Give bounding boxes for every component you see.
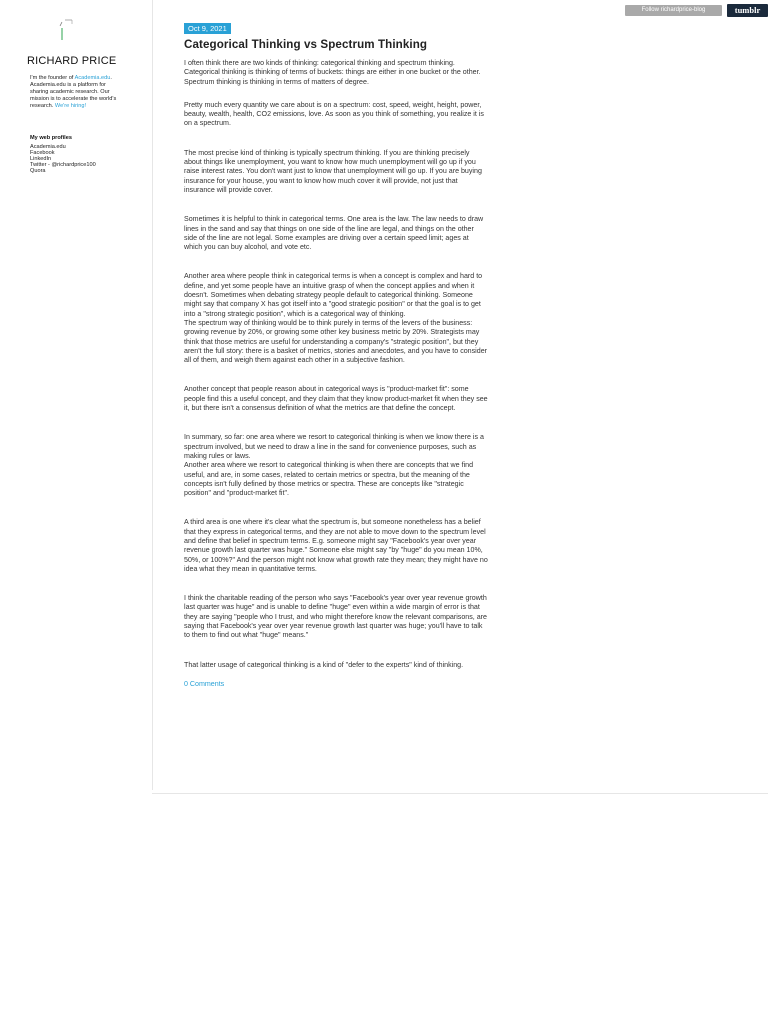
bio-middle: . Academia.edu is a platform for sharing academic research. Our mission is to accelerate the world's research.: [30, 75, 117, 109]
bio-prefix: I'm the founder of: [30, 75, 74, 81]
post-paragraph: The spectrum way of thinking would be to think purely in terms of the levers of the business: growing revenue by 20%, or growing some other key business metric by 20%. Strategists may think that those metrics are useful for understanding a company's "strategic position", but they aren't the full story: there is a basket of metrics, stories and anecdotes, and you have to consider all of them, and weigh them against each other in a subjective fashion.: [184, 318, 488, 365]
follow-button[interactable]: Follow richardprice-blog: [625, 5, 722, 16]
profile-link-facebook[interactable]: Facebook: [30, 150, 55, 157]
hiring-link[interactable]: We're hiring!: [54, 102, 87, 109]
post-paragraph: Another area where we resort to categorical thinking is when there are concepts that we find useful, and are, in some cases, related to certain metrics or spectra, but the meaning of the concepts isn't fully defined by those metrics or spectra. These are concepts like "strategic position" and "product-market fit".: [184, 461, 474, 498]
post-paragraph: In summary, so far: one area where we resort to categorical thinking is when we know there is a spectrum involved, but we need to draw a line in the sand for convenience purposes, such as making rules or laws.: [184, 433, 484, 460]
post-paragraph: I think the charitable reading of the person who says "Facebook's year over year revenue growth last quarter was huge" and is unable to define "huge" even within a wide margin of error is that they are saying "people who I trust, and who might therefore know the relevant comparisons, are saying that Facebook's year over year revenue growth last quarter was huge; you'll have to talk to them to find out what "huge" means.": [184, 594, 487, 640]
post-paragraph: A third area is one where it's clear what the spectrum is, but someone nonetheless has a belief that they express in categorical terms, and they are not able to move down to the spectrum level and define that belief in spectrum terms. E.g. someone might say "Facebook's year over year revenue growth last quarter was huge." Someone else might say "by "huge" do you mean 10%, 50%, or 100%?" And the person might not know what growth rate they mean; they might have no idea what they mean in quantitative terms.: [184, 518, 488, 573]
post-paragraph: Sometimes it is helpful to think in categorical terms. One area is the law. The law needs to draw lines in the sand and say that things on one side of the line are legal, and things on the other side of the line are not legal. Some examples are driving over a certain speed limit; ages at which you can buy alcohol, and vote etc.: [184, 215, 484, 252]
profile-link-twitter[interactable]: Twitter - @richardprice100: [30, 162, 96, 169]
profiles-list: [30, 144, 96, 174]
post-paragraph: I often think there are two kinds of thinking: categorical thinking and spectrum thinking. Categorical thinking is thinking of terms of buckets: things are either in one bucket or the other. Spectrum thinking is thinking in terms of matters of degree.: [184, 59, 481, 86]
tumblr-logo-button[interactable]: tumblr: [727, 4, 768, 17]
post-paragraph: Another area where people think in categorical terms is when a concept is complex and hard to define, and yet some people have an intuitive grasp of when the concept applies and when it doesn't. Sometimes when debating strategy people default to categorical thinking. Someone might say that company X has got itself into a "good strategic position" or that the goal is to get into a "strong strategic position", which is a categorical way of thinking.: [184, 272, 483, 318]
comments-link[interactable]: 0 Comments: [184, 679, 225, 688]
academia-link[interactable]: Academia.edu: [74, 75, 111, 81]
post-paragraph: Another concept that people reason about in categorical ways is "product-market fit": some people find this a useful concept, and they claim that they know product-market fit when they see it, but there isn't a consensus definition of what the metrics are that define the concept.: [184, 385, 488, 413]
post-paragraph: Pretty much every quantity we care about is on a spectrum: cost, speed, weight, height, power, beauty, wealth, health, CO2 emissions, love. As soon as you think of something, you realize it is on a spectrum.: [184, 100, 484, 128]
site-title[interactable]: RICHARD PRICE: [27, 55, 117, 67]
sidebar: [0, 0, 153, 790]
post-date[interactable]: Oct 9, 2021: [184, 23, 231, 34]
blog-post: [184, 18, 488, 688]
avatar-icon[interactable]: [56, 18, 82, 42]
footer-divider: [152, 793, 768, 794]
post-title[interactable]: Categorical Thinking vs Spectrum Thinking: [184, 38, 428, 51]
profile-link-academia[interactable]: Academia.edu: [30, 144, 66, 150]
post-body: [184, 59, 488, 670]
bio-text: [30, 75, 125, 110]
post-paragraph: The most precise kind of thinking is typically spectrum thinking. If you are thinking precisely about things like unemployment, you want to know how much unemployment will go up if you raise interest rates. You don't want just to know that unemployment will go up. If you are buying insurance for your house, you want to know how much cover it will provide, not just that insurance will provide cover.: [184, 148, 482, 194]
profiles-heading: My web profiles: [30, 135, 72, 141]
profile-link-linkedin[interactable]: LinkedIn: [30, 156, 52, 163]
profile-link-quora[interactable]: Quora: [30, 168, 46, 175]
post-paragraph: That latter usage of categorical thinking is a kind of "defer to the experts" kind of thinking.: [184, 660, 464, 669]
